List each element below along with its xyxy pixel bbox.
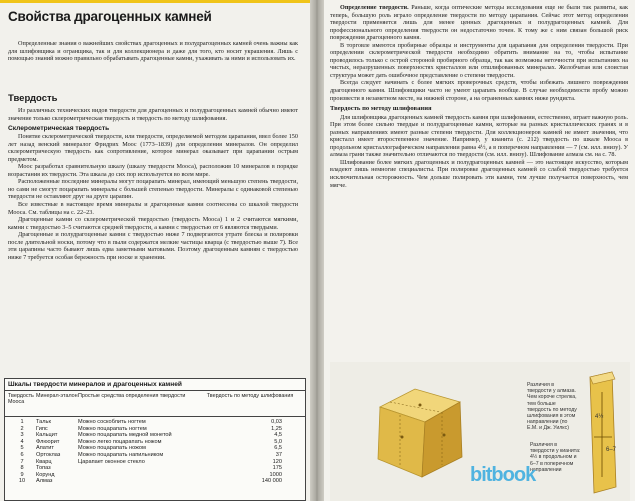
table-cell: Царапает оконное стекло (78, 458, 145, 465)
table-row (5, 432, 305, 439)
table-body (5, 417, 305, 485)
table-cell: 175 (272, 465, 282, 472)
table-cell: Можно поцарапать медной монетой (78, 432, 172, 439)
diamond-caption: Различия в твердости у алмаза. Чем короче стрелка, тем больше твердость по методу шлифования в этом направлении (по Е.М. и Дж. Уилкс) (527, 382, 577, 432)
table-cell: 4 (20, 438, 24, 445)
table-row (5, 419, 305, 426)
table-cell: 1,25 (271, 425, 282, 432)
table-title: Шкалы твердости минералов и драгоценных камней (5, 379, 305, 391)
intro-paragraph (8, 40, 298, 63)
table-header (5, 391, 305, 417)
chapter-header (0, 0, 310, 34)
table-cell (78, 465, 200, 472)
kyanite-label-cross: 6–7 (606, 447, 617, 453)
table-cell: 1000 (269, 471, 282, 478)
table-cell: Топаз (36, 465, 51, 472)
table-cell: Можно легко поцарапать ножом (78, 438, 162, 445)
table-row (5, 465, 305, 472)
paragraph: Все известные в настоящее время минералы и драгоценные камни соотнесены со шкалой твердости Мооса. См. таблицы на с. 22–23. (8, 201, 298, 216)
paragraph: В торговле имеются пробирные образцы и инструменты для царапания для определения твердости. При определении склерометрической твердости необходимо обратить внимание на то, чтобы испытание проводилось только с острой стороной пробирного образца, так как возможны неточности при испытаниях на чистых, неразрушенных поверхностях кристаллов или отшлифованных минералах. Желобчатая или слоистая структура может дать ошибочное представление о степени твердости. (330, 41, 628, 79)
paragraph (330, 4, 628, 42)
table-row (5, 452, 305, 459)
table-row (5, 439, 305, 446)
table-cell: Гипс (36, 425, 48, 432)
table-cell: Апатит (36, 445, 54, 452)
table-cell: 3 (20, 432, 24, 439)
table-cell: 10 (18, 478, 26, 485)
table-cell: 7 (20, 458, 24, 465)
table-cell: 8 (20, 465, 24, 472)
paragraph: Моос разработал сравнительную шкалу (шкалу твердости Мооса), расположив 10 минералов в порядке возрастания их твердости. Эта шкала до сих пор используется во всем мире. (8, 163, 298, 178)
table-cell: 4,5 (274, 432, 282, 439)
paragraph-text: Раньше, когда оптические методы исследования еще не были так развиты, как теперь, большую роль играло определение твердости по методу царапания. Сейчас этот метод определения твердости применяется лишь для менее ценных драгоценных и полудрагоценных камней. Для профессионального определения твердости он недостаточно точен. К тому же с ним связан большой риск повреждения драгоценного камня. (330, 4, 629, 42)
paragraph: Драгоценные и полудрагоценные камни с твердостью ниже 7 подвергаются утрате блеска и полировки после длительной носки, потому что в пыли содержатся мелкие частицы кварца (с твердостью выше 7). Все эти царапины часто бывают лишь едва заметными матовыми. Поэтому драгоценным камням с твердостью ниже 7 требуется особая бережность при носке и хранении. (8, 231, 298, 261)
table-cell: Тальк (36, 419, 51, 425)
header-cell: Минерал-эталон (36, 393, 78, 399)
book-gutter (310, 0, 324, 501)
table-cell: Корунд (36, 471, 55, 478)
table-cell: 37 (275, 451, 282, 458)
section-title: Твердость (8, 93, 58, 104)
table-cell: 9 (20, 471, 24, 478)
paragraph: Расположенные последние минералы могут поцарапать минерал, имеющий меньшую степень твердости, но сами не смогут поцарапать минералы с большей степенью твердости. Минералы с одинаковой степенью твердости не оставляют друг на друге царапин. (8, 178, 298, 201)
table-cell: 2 (20, 425, 24, 432)
chapter-title: Свойства драгоценных камней (8, 9, 212, 24)
section-intro: Из различных технических видов твердости для драгоценных и полудрагоценных камней обычно имеют значение только склерометрическая твердость и твердость по методу шлифования. (8, 107, 298, 122)
table-cell: 5 (20, 445, 24, 452)
table-cell: Можно поцарапать напильником (78, 451, 164, 458)
hardness-table (4, 378, 306, 501)
right-page (324, 0, 635, 501)
table-row (5, 472, 305, 479)
kyanite-label-long: 4½ (595, 414, 604, 420)
paragraph: Шлифование более мягких драгоценных и полудрагоценных камней — это настоящее искусство, которым владеют лишь немногие специалисты. При полировке драгоценных камней со слабой твердостью требуется исключительная осторожность. Чем дольше полировать эти камни, тем лучше получается поверхность, чем мягче. (330, 158, 628, 189)
right-text-block (330, 4, 628, 189)
header-cell: Простые средства определения твердости (78, 393, 186, 399)
kyanite-caption: Различия в твердости у кианита: 4½ в продольном и 6–7 в поперечном направлении (530, 442, 581, 473)
subsection-title: Склерометрическая твердость (8, 125, 110, 133)
intro-text: Определенные знания о важнейших свойствах драгоценных и полудрагоценных камней очень важны как для шлифовщика и огранщика, так и для коллекционера и даже для того, кто носит украшения. Лишь с помощью знаний можно правильно обрабатывать драгоценные камни, ухаживать за ними и использовать их. (8, 40, 298, 63)
table-cell (78, 478, 200, 485)
table-cell: 6,5 (274, 445, 282, 452)
table-row (5, 459, 305, 466)
paragraph: Понятие склерометрической твердости, или твердости, определяемой методом царапания, ввел более 150 лет назад венский минералог Фридрих Моос (1773–1839) для определения минералов. Он определил склерометрическую твердость как сопротивление, которое минерал оказывает при царапании острым предметом. (8, 133, 298, 163)
table-cell (78, 472, 200, 479)
paragraph: Для шлифовщика драгоценных камней твердость камня при шлифовании, естественно, играет важную роль. При этом более сильно твердые и полудрагоценные камни, которые на разных кристаллических гранях и в разных направлениях имеют разные степени твердости. Для коллекционеров камней не имеет значения, что кристалл имеет второстепенное значение. Например, у кианита (с. 212) твердость по шкале Мооса в продольном кристаллографическом направлении равна 4½, а в поперечном направлении — 7 (см. илл. внизу). У алмаза грани также значительно отличаются по твердости (см. илл. внизу). Шлифование алмаза см. на с. 78. (330, 113, 628, 159)
table-cell: Кварц (36, 458, 52, 465)
inline-heading: Определение твердости. (340, 4, 409, 11)
table-cell: Можно поцарапать ножом (78, 445, 146, 452)
table-cell: 120 (272, 458, 282, 465)
left-page (0, 0, 310, 501)
subsection-title: Твердость по методу шлифования (330, 105, 432, 113)
table-cell: Кальцит (36, 432, 58, 439)
table-cell: 140 000 (261, 478, 282, 485)
table-cell: Ортоклаз (36, 451, 61, 458)
table-cell: 1 (20, 419, 24, 425)
table-cell: Алмаз (36, 478, 53, 485)
paragraph: Драгоценные камни со склерометрической твердостью (твердость Мооса) 1 и 2 считаются мягкими, камни с твердостью 3–5 считаются средней твердости, а камни с твердостью от 6 являются твердыми. (8, 216, 298, 231)
table-cell: Флюорит (36, 438, 60, 445)
hardness-section (8, 88, 298, 261)
table-cell: Можно поцарапать ногтем (78, 425, 147, 432)
table-row (5, 445, 305, 452)
header-cell: Твердость Мооса (8, 393, 34, 406)
table-row (5, 478, 305, 485)
diamond-crystal-illustration (360, 377, 480, 487)
watermark-text: bitbook (470, 464, 536, 486)
table-cell: 0,03 (271, 419, 282, 425)
watermark-logo (470, 458, 565, 492)
table-cell: Можно соскоблить ногтем (78, 419, 146, 425)
kyanite-crystal-illustration (582, 367, 622, 497)
header-cell: Твердость по методу шлифования (206, 393, 294, 399)
table-cell: 5,0 (274, 438, 282, 445)
paragraph: Всегда следует начинать с более мягких проверочных средств, чтобы избежать лишнего повреждения драгоценного камня. Шлифовщики часто не умеют царапать вообще. В случае необходимости пробу можно произвести в незаметном месте, на нижней стороне, а на ограненных камнях ниже рундиста. (330, 79, 628, 102)
table-cell: 6 (20, 451, 24, 458)
subsection-body (8, 133, 298, 261)
